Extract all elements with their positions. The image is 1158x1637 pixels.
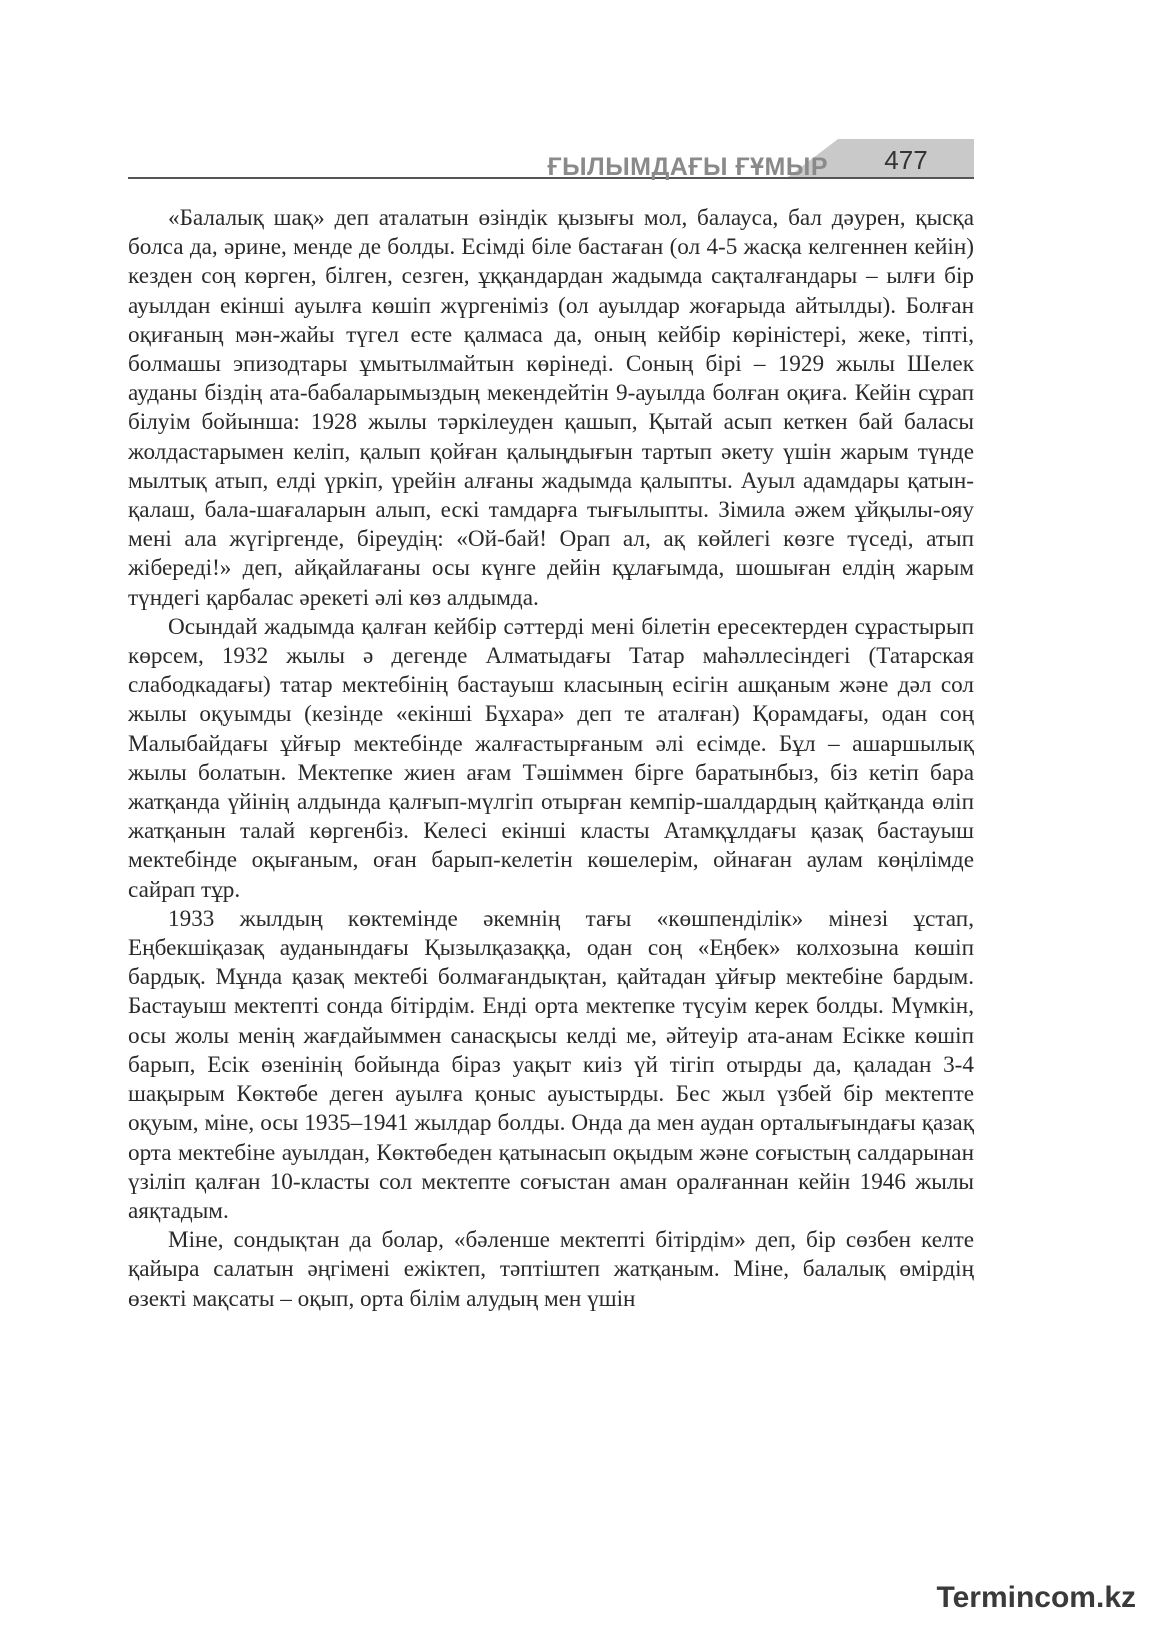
page-number: 477 (884, 145, 928, 175)
running-header (128, 139, 974, 185)
section-title: ҒЫЛЫМДАҒЫ ҒҰМЫР (547, 153, 828, 181)
paragraph: Осындай жадымда қалған кейбір сәттерді мені білетін ересектерден сұрастырып көрсем, 1932 жылы ә дегенде Алматыдағы Татар маһәллесіндегі (Татарская слабодкадағы) татар мектебінің бастауыш класының есігін ашқаным және дәл сол жылы оқуымды (кезінде «екінші Бұхара» деп те аталған) Қорамдағы, одан соң Малыбайдағы ұйғыр мектебінде жалғастырғаным әлі есімде. Бұл – ашаршылық жылы болатын. Мектепке жиен ағам Тәшіммен бірге баратынбыз, біз кетіп бара жатқанда үйінің алдында қалғып-мүлгіп отырған кемпір-шалдардың қайтқанда өліп жатқанын талай көргенбіз. Келесі екінші класты Атамқұлдағы қазақ бастауыш мектебінде оқығаным, оған барып-келетін көшелерім, ойнаған аулам көңілімде сайрап тұр. (128, 613, 974, 903)
paragraph: Міне, сондықтан да болар, «бәленше мектепті бітірдім» деп, бір сөзбен келте қайыра салатын әңгімені ежіктеп, тәптіштеп жатқаным. Міне, балалық өмірдің өзекті мақсаты – оқып, орта білім алудың мен үшін (128, 1227, 974, 1312)
paragraph: 1933 жылдың көктемінде әкемнің тағы «көшпенділік» мінезі ұстап, Еңбекшіқазақ ауданындағы Қызылқазаққа, одан соң «Еңбек» колхозына көшіп бардық. Мұнда қазақ мектебі болмағандықтан, қайтадан ұйғыр мектебіне бардым. Бастауыш мектепті сонда бітірдім. Енді орта мектепке түсуім керек болды. Мүмкін, осы жолы менің жағдайыммен санасқысы келді ме, әйтеуір ата-анам Есікке көшіп барып, Есік өзенінің бойында біраз уақыт киіз үй тігіп отырды да, қаладан 3-4 шақырым Көктөбе деген ауылға қоныс ауыстырды. Бес жыл үзбей бір мектепте оқуым, міне, осы 1935–1941 жылдар болды. Онда да мен аудан орталығындағы қазақ орта мектебіне ауылдан, Көктөбеден қатынасып оқыдым және соғыстың салдарынан үзіліп қалған 10-класты сол мектепте соғыстан аман оралғаннан кейін 1946 жылы аяқтадым. (128, 905, 974, 1224)
watermark-logo: Termincom.kz (936, 1581, 1136, 1614)
paragraph: «Балалық шақ» деп аталатын өзіндік қызығы мол, балауса, бал дәурен, қысқа болса да, әрине, менде де болды. Есімді біле бастаған (ол 4-5 жасқа келгеннен кейін) кезден соң көрген, білген, сезген, ұққандардан жадымда сақталғандары – ылғи бір ауылдан екінші ауылға көшіп жүргеніміз (ол ауылдар жоғарыда айтылды). Болған оқиғаның мән-жайы түгел есте қалмаса да, оның кейбір көріністері, жеке, тіпті, болмашы эпизодтары ұмытылмайтын көрінеді. Соның бірі – 1929 жылы Шелек ауданы біздің ата-бабаларымыздың мекендейтін 9-ауылда болған оқиға. Кейін сұрап білуім бойынша: 1928 жылы тәркілеуден қашып, Қытай асып кеткен бай баласы жолдастарымен келіп, қалып қойған қалыңдығын тартып әкету үшін жарым түнде мылтық атып, елді үркіп, үрейін алғаны жадымда қалыпты. Ауыл адамдары қатын-қалаш, бала-шағаларын алып, ескі тамдарға тығылыпты. Зімила әжем ұйқылы-ояу мені ала жүгіргенде, біреудің: «Ой-бай! Орап ал, ақ көйлегі көзге түседі, атып жібереді!» деп, айқайлағаны осы күнге дейін құлағымда, шошыған елдің жарым түндегі қарбалас әрекеті әлі көз алдымда. (128, 205, 974, 611)
body-text (128, 204, 974, 1314)
